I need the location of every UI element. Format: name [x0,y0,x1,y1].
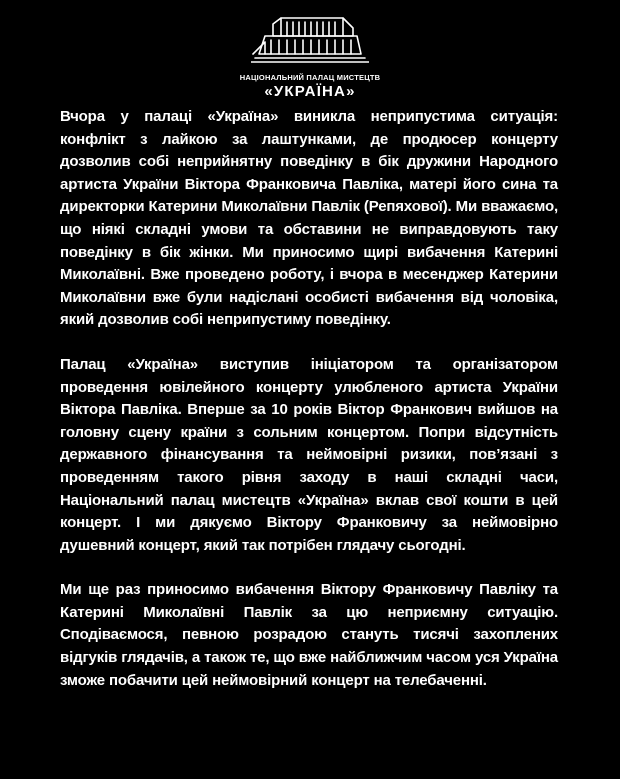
paragraph-apology: Вчора у палаці «Україна» виникла неприпустима ситуація: конфлікт з лайкою за лаштунками, де продюсер концерту дозволив собі неприйнятну поведінку в бік дружини Народного артиста України Віктора Франковича Павліка, матері його сина та директорки Катерини Миколаївни Павлік (Репяхової). Ми вважаємо, що ніякі складні умови та обставини не виправдовують таку поведінку в бік жінки. Ми приносимо щирі вибачення Катерині Миколаївні. Вже проведено роботу, і вчора в месенджер Катерини Миколаївни вже були надіслані особисті вибачення від чоловіка, який дозволив собі неприпустиму поведінку. [60,108,558,329]
statement-body [60,106,558,714]
logo-title: «УКРАЇНА» [264,83,356,100]
paragraph-concert: Палац «Україна» виступив ініціатором та організатором проведення ювілейного концерту улюбленого артиста України Віктора Павліка. Вперше за 10 років Віктор Франкович вийшов на головну сцену країни з сольним концертом. Попри відсутність державного фінансування та неймовірні ризики, пов’язані з проведенням такого рівня заходу в наші складні часи, Національний палац мистецтв «Україна» вклав свої кошти в цей концерт. І ми дякуємо Віктору Франковичу за неймовірно душевний концерт, який так потрібен глядачу сьогодні. [60,355,558,554]
palace-logo [0,14,620,106]
palace-building-icon [251,14,369,70]
paragraph-closing: Ми ще раз приносимо вибачення Віктору Франковичу Павліку та Катерині Миколаївні Павлік за цю неприємну ситуацію. Сподіваємося, певною розрадою стануть тисячі захоплених відгуків глядачів, а також те, що вже найближчим часом уся Україна зможе побачити цей неймовірний концерт на телебаченні. [60,581,558,689]
logo-subtitle: НАЦІОНАЛЬНИЙ ПАЛАЦ МИСТЕЦТВ [239,73,381,82]
